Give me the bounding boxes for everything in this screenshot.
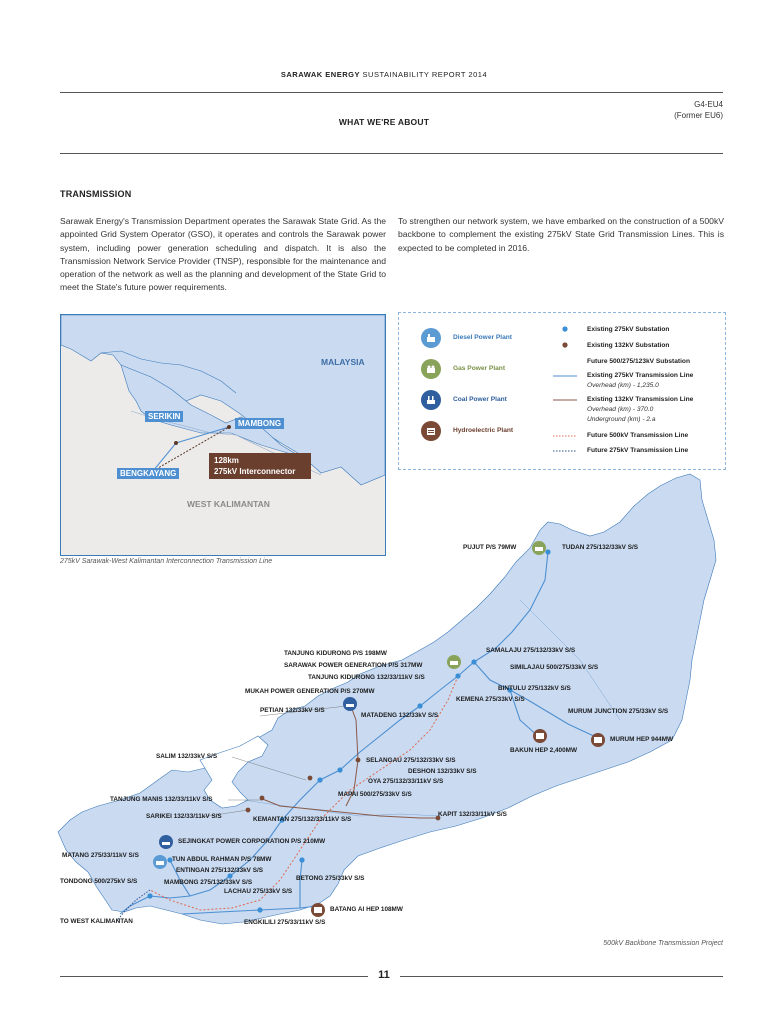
legend-gas: Gas Power Plant (453, 365, 506, 372)
gri-code-current: G4-EU4 (694, 100, 723, 109)
inset-label-malaysia: MALAYSIA (321, 357, 365, 367)
label-tk-ss: TANJUNG KIDURONG 132/33/11kV S/S (308, 674, 425, 681)
label-lachau: LACHAU 275/33kV S/S (224, 888, 293, 895)
legend-line132-sub2: Underground (km) - 2.a (587, 416, 656, 423)
label-mapai: MAPAI 500/275/33kV S/S (338, 791, 412, 798)
inset-label-west-kalimantan: WEST KALIMANTAN (187, 499, 270, 509)
label-murum-hep: MURUM HEP 944MW (610, 736, 674, 743)
label-kapit: KAPIT 132/33/11kV S/S (438, 811, 507, 818)
label-petian: PETIAN 132/33kV S/S (260, 707, 325, 714)
brand-name: SARAWAK ENERGY (280, 70, 360, 79)
label-tk-ps: TANJUNG KIDURONG P/S 198MW (284, 650, 387, 657)
label-salim: SALIM 132/33kV S/S (156, 753, 218, 760)
label-tudan: TUDAN 275/132/33kV S/S (562, 544, 639, 551)
paragraph-left: Sarawak Energy's Transmission Department operates the Sarawak State Grid. As the appointed Grid System Operator (GSO), it operates and controls the Sarawak power system, including power generation scheduling and dispatch. It is also the Transmission Network Service Provider (TNSP), responsible for the maintenance and operation of the network as well as the planning and development of the State Grid to meet the State's future power requirements. (60, 216, 386, 293)
report-name: SUSTAINABILITY REPORT 2014 (359, 70, 488, 79)
label-kemantan: KEMANTAN 275/132/33/11kV S/S (253, 816, 352, 823)
label-matang: MATANG 275/33/11kV S/S (62, 852, 139, 859)
label-tg-manis: TANJUNG MANIS 132/33/11kV S/S (110, 796, 213, 803)
label-sarawak-gen: SARAWAK POWER GENERATION P/S 317MW (284, 662, 423, 669)
legend-line275: Existing 275kV Transmission Line (587, 372, 694, 379)
gri-code-former: (Former EU6) (674, 111, 723, 120)
label-pujut: PUJUT P/S 79MW (463, 544, 517, 551)
legend-line132: Existing 132kV Transmission Line (587, 396, 694, 403)
legend-future275: Future 275kV Transmission Line (587, 447, 689, 454)
legend-future500: Future 500kV Transmission Line (587, 432, 689, 439)
label-entingan: ENTINGAN 275/132/33kV S/S (176, 867, 264, 874)
legend-line275-sub: Overhead (km) - 1,235.0 (587, 382, 659, 389)
label-to-west-kalimantan: TO WEST KALIMANTAN (60, 918, 133, 925)
inset-interconnector-length: 128km (214, 456, 239, 465)
label-betong: BETONG 275/33kV S/S (296, 875, 365, 882)
label-matadeng: MATADENG 132/33kV S/S (361, 712, 439, 719)
legend-diesel: Diesel Power Plant (453, 334, 512, 341)
label-sarikei: SARIKEI 132/33/11kV S/S (146, 813, 222, 820)
legend-subfuture: Future 500/275/123kV Substation (587, 358, 690, 365)
label-bintulu: BINTULU 275/132kV S/S (498, 685, 571, 692)
inset-label-bengkayang: BENGKAYANG (117, 468, 179, 479)
label-mambong: MAMBONG 275/132/33kV S/S (164, 879, 253, 886)
inset-label-serikin: SERIKIN (145, 411, 183, 422)
inset-caption: 275kV Sarawak-West Kalimantan Interconnection Transmission Line (60, 558, 273, 565)
label-batang-ai: BATANG AI HEP 108MW (330, 906, 403, 913)
label-sejingkat: SEJINGKAT POWER CORPORATION P/S 210MW (178, 838, 326, 845)
label-engkilili: ENGKILILI 275/33/11kV S/S (244, 919, 326, 926)
paragraph-right: To strengthen our network system, we have embarked on the construction of a 500kV backbone to complement the existing 275kV State Grid Transmission Lines. This is expected to be completed in 2016. (398, 216, 724, 253)
label-samalaju: SAMALAJU 275/132/33kV S/S (486, 647, 576, 654)
inset-label-mambong: MAMBONG (235, 418, 284, 429)
footer-rule-right (400, 976, 723, 977)
legend-hydro: Hydroelectric Plant (453, 427, 514, 434)
legend-coal: Coal Power Plant (453, 396, 507, 403)
main-map-caption: 500kV Backbone Transmission Project (603, 940, 723, 947)
label-kemena: KEMENA 275/33kV S/S (456, 696, 525, 703)
label-deshon: DESHON 132/33kV S/S (408, 768, 477, 775)
label-bakun: BAKUN HEP 2,400MW (510, 747, 577, 754)
label-tondong: TONDONG 500/275kV S/S (60, 878, 138, 885)
label-similajau: SIMILAJAU 500/275/33kV S/S (510, 664, 599, 671)
legend-sub275: Existing 275kV Substation (587, 326, 670, 333)
label-selangau: SELANGAU 275/132/33kV S/S (366, 757, 456, 764)
page-number: 11 (378, 969, 390, 981)
legend-line132-sub1: Overhead (km) - 370.0 (587, 406, 654, 413)
section-heading: TRANSMISSION (60, 189, 132, 199)
label-mukah: MUKAH POWER GENERATION P/S 270MW (245, 688, 375, 695)
label-oya: OYA 275/132/33/11kV S/S (368, 778, 444, 785)
label-tun-abdul: TUN ABDUL RAHMAN P/S 78MW (172, 856, 272, 863)
legend-sub132: Existing 132kV Substation (587, 342, 670, 349)
label-murum-junction: MURUM JUNCTION 275/33kV S/S (568, 708, 669, 715)
inset-interconnector-voltage: 275kV Interconnector (214, 467, 296, 476)
section-title: WHAT WE'RE ABOUT (338, 117, 430, 127)
